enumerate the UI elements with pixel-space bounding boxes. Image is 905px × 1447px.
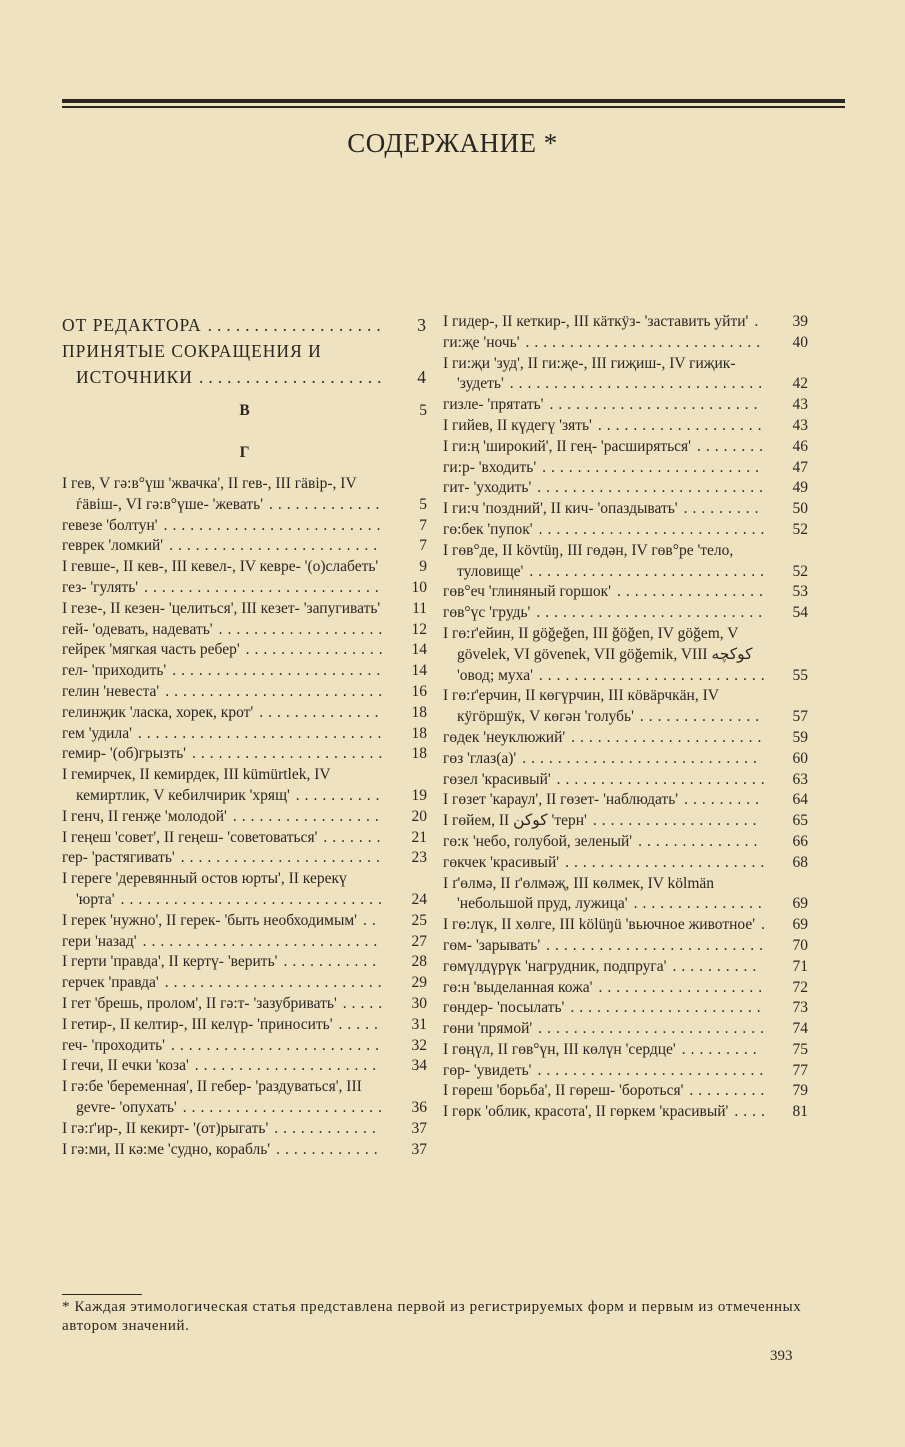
- toc-entry[interactable]: [62, 1056, 427, 1077]
- footnote-divider: [62, 1294, 142, 1295]
- toc-entry[interactable]: [443, 312, 808, 333]
- toc-entry[interactable]: [443, 1019, 808, 1040]
- page-number: 69: [792, 916, 808, 934]
- dot-leader: ............................: [137, 724, 387, 742]
- page-number: 28: [411, 953, 427, 971]
- dot-leader: ..............................: [120, 890, 387, 908]
- toc-entry-title: I гет 'брешь, пролом', II гə:т- 'зазубривать': [62, 994, 337, 1012]
- toc-entry[interactable]: [62, 1077, 427, 1119]
- toc-entry-title: I геңеш 'совет', II геңеш- 'советоваться': [62, 828, 318, 846]
- toc-right-column: [443, 312, 808, 1123]
- dot-leader: ....: [734, 1103, 770, 1121]
- dot-leader: .........: [689, 1082, 770, 1100]
- page-number: 57: [792, 708, 808, 726]
- toc-entry[interactable]: [443, 978, 808, 999]
- dot-leader: ..........: [672, 957, 762, 975]
- page-number: 18: [411, 703, 427, 721]
- dot-leader: ..........: [295, 786, 385, 804]
- page-number: 63: [792, 770, 808, 788]
- toc-entry-title: гөв°еч 'глиняный горшок': [443, 583, 611, 601]
- dot-leader: ...................: [207, 315, 386, 335]
- page-number: 14: [411, 662, 427, 680]
- toc-entry[interactable]: [443, 790, 808, 811]
- toc-entry-title: I гевше-, II кев-, III кевел-, IV кевре- '(о)слабеть': [62, 558, 379, 576]
- toc-entry[interactable]: [62, 682, 427, 703]
- toc-entry-title: гөкчек 'красивый': [443, 853, 560, 871]
- page-number: 52: [792, 520, 808, 538]
- dot-leader: .: [761, 916, 770, 934]
- dot-leader: ..........................: [538, 666, 770, 684]
- toc-entry[interactable]: [62, 620, 427, 641]
- page-number: 40: [792, 333, 808, 351]
- toc-entry[interactable]: [62, 312, 427, 338]
- toc-entry[interactable]: [443, 1061, 808, 1082]
- page-number: 47: [792, 458, 808, 476]
- dot-leader: .....: [342, 994, 388, 1012]
- section-letter: В: [239, 402, 250, 419]
- toc-entry-title: гөндер- 'посылать': [443, 999, 565, 1017]
- toc-entry[interactable]: [443, 770, 808, 791]
- top-double-rule-thin: [62, 106, 845, 108]
- page-number: 16: [411, 682, 427, 700]
- dot-leader: ........................: [170, 1036, 384, 1054]
- toc-entry-title-wrap: [62, 911, 397, 932]
- dot-leader: ...................: [597, 416, 767, 434]
- toc-entry-title: I гө:ґ'ейин, II göğeğen, III ğöğen, IV göğem, V gövelek, VI gövenek, VII göğemik, VIII كوكچه 'овод; муха': [443, 624, 753, 684]
- toc-entry[interactable]: [443, 520, 808, 541]
- toc-entry[interactable]: [62, 661, 427, 682]
- dot-leader: ..........................: [537, 479, 769, 497]
- toc-entry-title: гөмүлдүрүк 'нагрудник, подпруга': [443, 957, 667, 975]
- toc-entry-title: I ґ'өлмə, II ґ'өлмəҗ, III көлмек, IV kölmän 'небольшой пруд, лужица': [443, 874, 715, 913]
- toc-entry-title: I гөңүл, II гөв°үн, III көлүн 'сердце': [443, 1040, 676, 1058]
- toc-entry[interactable]: [62, 578, 427, 599]
- page-number: 12: [411, 620, 427, 638]
- toc-entry-title: I гөв°де, II kövtüŋ, III гөдəн, IV гөв°ре 'тело, туловище': [443, 541, 734, 580]
- toc-entry[interactable]: [443, 333, 808, 354]
- toc-entry-title: ОТ РЕДАКТОРА: [62, 315, 202, 335]
- toc-entry-title: гөр- 'увидеть': [443, 1061, 532, 1079]
- page-number: 71: [792, 957, 808, 975]
- toc-entry-title: I гемирчек, II кемирдек, III kümürtlek, IV кемиртлик, V кебилчирик 'хрящ': [62, 766, 331, 804]
- toc-entry-list: [62, 474, 427, 1160]
- page-number: 68: [792, 853, 808, 871]
- toc-entry-title: гизле- 'прятать': [443, 396, 544, 414]
- toc-entry-title: гери 'назад': [62, 932, 137, 950]
- page-number: 19: [411, 786, 427, 804]
- toc-entry-title: I гə:бе 'беременная', II гебер- 'раздуваться', III gevre- 'опухать': [62, 1078, 362, 1116]
- page-number: 29: [411, 974, 427, 992]
- toc-entry-title-wrap: [443, 915, 778, 936]
- page-number: 43: [792, 416, 808, 434]
- toc-entry-title: I гə:ґ'ир-, II кекирт- '(от)рыгать': [62, 1119, 269, 1137]
- dot-leader: .........: [684, 791, 764, 809]
- page-number: 77: [792, 1061, 808, 1079]
- page-title: СОДЕРЖАНИЕ *: [347, 128, 558, 158]
- toc-entry[interactable]: [62, 599, 427, 620]
- dot-leader: .........: [681, 1040, 762, 1058]
- toc-entry-title: ги:р- 'входить': [443, 458, 537, 476]
- toc-entry-title: I гөреш 'борьба', II гөреш- 'бороться': [443, 1082, 684, 1100]
- page-number: 27: [411, 932, 427, 950]
- dot-leader: ..............: [639, 708, 765, 726]
- toc-entry-title: гө:к 'небо, голубой, зеленый': [443, 832, 633, 850]
- toc-entry-title: I ги:җи 'зуд', II ги:җе-, III гиҗиш-, IV гиҗик- 'зудеть': [443, 354, 736, 393]
- dot-leader: ..........................: [538, 1020, 769, 1038]
- toc-left-column: [62, 312, 427, 1160]
- dot-leader: ...................: [218, 620, 388, 638]
- dot-leader: ..........................: [536, 604, 768, 622]
- toc-entry-title: I гөйем, II كوكن 'терн': [443, 812, 587, 830]
- toc-entry-title: I генч, II генҗе 'молодой': [62, 807, 227, 825]
- toc-entry-title: I гидер-, II кеткир-, III кäткӱз- 'заставить уйти': [443, 313, 749, 330]
- toc-entry[interactable]: [443, 437, 808, 458]
- dot-leader: ................: [245, 641, 388, 659]
- dot-leader: .........................: [164, 974, 387, 992]
- toc-entry-title: гөз 'глаз(а)': [443, 749, 517, 767]
- page-number: 52: [792, 562, 808, 580]
- page-number: 49: [792, 479, 808, 497]
- page-number: 72: [792, 978, 808, 996]
- page-number: 42: [792, 375, 808, 393]
- toc-entry-title-wrap: [443, 1102, 778, 1123]
- page-number: 81: [792, 1103, 808, 1121]
- toc-entry-title-wrap: [443, 312, 778, 333]
- toc-entry[interactable]: [62, 848, 427, 869]
- toc-entry-title: ги:җе 'ночь': [443, 333, 520, 351]
- toc-entry-title: I гев, V гə:в°үш 'жвачка', II гев-, III гäвiр-, IV ѓäвiш-, VI гə:в°үше- 'жевать': [62, 475, 357, 513]
- toc-entry[interactable]: [443, 686, 808, 728]
- page-number: 24: [411, 890, 427, 908]
- dot-leader: ...........................: [525, 333, 766, 351]
- page-number: 3: [417, 315, 427, 335]
- dot-leader: ...........................: [529, 562, 769, 580]
- toc-entry[interactable]: [62, 703, 427, 724]
- toc-entry[interactable]: [443, 478, 808, 499]
- page-number: 36: [411, 1098, 427, 1116]
- page-number: 5: [419, 495, 427, 513]
- page-number: 23: [411, 849, 427, 867]
- page-number: 10: [411, 578, 427, 596]
- toc-entry[interactable]: [443, 874, 808, 916]
- dot-leader: ..........................: [537, 1061, 769, 1079]
- toc-entry[interactable]: [443, 499, 808, 520]
- page-number: 50: [792, 500, 808, 518]
- toc-entry-title-wrap: [62, 557, 397, 578]
- toc-entry-list: [443, 312, 808, 1123]
- toc-entry[interactable]: [443, 749, 808, 770]
- dot-leader: ........................: [549, 396, 763, 414]
- dot-leader: .....: [338, 1015, 383, 1033]
- page-number: 30: [411, 994, 427, 1012]
- page-number: 7: [419, 516, 427, 534]
- toc-entry-title: гөв°үс 'грудь': [443, 604, 531, 622]
- toc-entry[interactable]: [443, 624, 808, 686]
- dot-leader: ..............: [638, 832, 763, 850]
- dot-leader: ........: [696, 437, 768, 455]
- dot-leader: .........................: [163, 516, 386, 534]
- page-number: 43: [792, 396, 808, 414]
- page-number: 75: [792, 1040, 808, 1058]
- page-number: 18: [411, 745, 427, 763]
- toc-entry-title: I гө:лүк, II хөлге, III kölüŋü 'вьючное животное': [443, 916, 756, 934]
- page-number: 37: [411, 1140, 427, 1158]
- toc-entry[interactable]: [62, 911, 427, 932]
- page-number: 9: [419, 558, 427, 576]
- toc-entry-title: геврек 'ломкий': [62, 537, 164, 555]
- toc-entry[interactable]: [62, 869, 427, 911]
- top-double-rule-thick: [62, 99, 845, 103]
- page-number: 53: [792, 583, 808, 601]
- toc-entry-title: I ги:ң 'широкий', II гең- 'расширяться': [443, 437, 691, 455]
- toc-entry[interactable]: [443, 811, 808, 832]
- toc-entry-title: I гийев, II күдегү 'зять': [443, 416, 592, 434]
- toc-entry[interactable]: [62, 994, 427, 1015]
- toc-entry-title: гелин 'невеста': [62, 682, 160, 700]
- dot-leader: .........................: [542, 458, 765, 476]
- toc-entry-title: гө:бек 'пупок': [443, 520, 533, 538]
- toc-entry[interactable]: [443, 603, 808, 624]
- page-number: 69: [792, 895, 808, 913]
- toc-entry-title: гер- 'растягивать': [62, 849, 175, 867]
- toc-entry-title: гейрек 'мягкая часть ребер': [62, 641, 240, 659]
- page-number: 74: [792, 1020, 808, 1038]
- toc-entry-title: гел- 'приходить': [62, 662, 167, 680]
- toc-entry[interactable]: [62, 1015, 427, 1036]
- page-number: 54: [792, 604, 808, 622]
- page-number: 5: [419, 402, 427, 419]
- page-number: 18: [411, 724, 427, 742]
- toc-entry[interactable]: [62, 952, 427, 973]
- toc-entry[interactable]: [443, 541, 808, 583]
- dot-leader: .......................: [180, 849, 385, 867]
- toc-entry[interactable]: [62, 557, 427, 578]
- dot-leader: .........................: [165, 682, 388, 700]
- page-number: 37: [411, 1119, 427, 1137]
- toc-entry-title-wrap: [62, 599, 397, 620]
- toc-entry[interactable]: [443, 936, 808, 957]
- toc-entry-title: гөзел 'красивый': [443, 770, 551, 788]
- toc-entry-title: герчек 'правда': [62, 974, 159, 992]
- dot-leader: .................: [616, 583, 768, 601]
- toc-entry[interactable]: [443, 582, 808, 603]
- dot-leader: ...........: [283, 953, 382, 971]
- toc-entry[interactable]: [443, 1102, 808, 1123]
- dot-leader: ......................: [191, 745, 388, 763]
- page-number: 14: [411, 641, 427, 659]
- page-number: 11: [412, 599, 427, 617]
- toc-entry-title: I гө:ґ'ерчин, II көгүрчин, III кöвäрчкäн, IV кӱгöршӱк, V көгəн 'голубь': [443, 687, 719, 726]
- toc-entry[interactable]: [443, 853, 808, 874]
- dot-leader: ...........................: [522, 749, 762, 767]
- toc-entry[interactable]: [443, 957, 808, 978]
- toc-entry[interactable]: [62, 640, 427, 661]
- dot-leader: ....................: [198, 367, 387, 387]
- dot-leader: .......: [323, 828, 386, 846]
- page-number: 46: [792, 437, 808, 455]
- page-number: 70: [792, 936, 808, 954]
- dot-leader: ...........................: [144, 578, 384, 596]
- section-heading-v[interactable]: [62, 390, 427, 432]
- toc-entry[interactable]: [443, 458, 808, 479]
- dot-leader: .............................: [509, 375, 768, 393]
- dot-leader: .............: [269, 495, 385, 513]
- toc-entry-title: гем 'удила': [62, 724, 132, 742]
- toc-entry[interactable]: [62, 744, 427, 765]
- toc-entry-title: I гөзет 'караул', II гөзет- 'наблюдать': [443, 791, 679, 809]
- page-number: 34: [411, 1057, 427, 1075]
- page-number: 31: [411, 1015, 427, 1033]
- toc-entry-title: гит- 'уходить': [443, 479, 532, 497]
- dot-leader: ......................: [570, 999, 766, 1017]
- toc-entry[interactable]: [62, 1119, 427, 1140]
- page-number: 66: [792, 832, 808, 850]
- toc-entry-title: гөдек 'неуклюжий': [443, 728, 566, 746]
- page-number: 65: [792, 812, 808, 830]
- dot-leader: ......................: [571, 728, 767, 746]
- page-number: 59: [792, 728, 808, 746]
- toc-entry[interactable]: [443, 1040, 808, 1061]
- page-number: 32: [411, 1036, 427, 1054]
- toc-entry[interactable]: [443, 915, 808, 936]
- toc-entry[interactable]: [443, 395, 808, 416]
- toc-entry-title: гей- 'одевать, надевать': [62, 620, 213, 638]
- dot-leader: ...........................: [142, 932, 383, 950]
- toc-entry[interactable]: [443, 998, 808, 1019]
- toc-entry[interactable]: [62, 932, 427, 953]
- toc-entry-title: I гөрк 'облик, красота', II гөркем 'красивый': [443, 1103, 729, 1121]
- page-number: 25: [411, 911, 427, 929]
- dot-leader: .......................: [182, 1098, 387, 1116]
- toc-entry-title: I гетир-, II келтир-, III келүр- 'приносить': [62, 1015, 333, 1033]
- dot-leader: ............: [274, 1119, 381, 1137]
- page-number: 79: [792, 1082, 808, 1100]
- dot-leader: .: [754, 313, 764, 330]
- toc-entry[interactable]: [443, 728, 808, 749]
- toc-entry[interactable]: [62, 724, 427, 745]
- toc-entry-title: I гечи, II ечки 'коза': [62, 1057, 189, 1075]
- toc-entry[interactable]: [62, 536, 427, 557]
- front-matter-list: [62, 312, 427, 390]
- toc-entry[interactable]: [62, 828, 427, 849]
- toc-entry[interactable]: [62, 765, 427, 807]
- toc-entry[interactable]: [62, 1036, 427, 1057]
- toc-entry-title: I ги:ч 'поздний', II кич- 'опаздывать': [443, 500, 678, 518]
- dot-leader: ...............: [633, 895, 767, 913]
- page-number: 39: [792, 313, 808, 330]
- toc-entry-title: гез- 'гулять': [62, 578, 139, 596]
- toc-entry[interactable]: [62, 1140, 427, 1161]
- toc-entry-title: I герти 'правда', II кертү- 'верить': [62, 953, 278, 971]
- toc-entry-title: гемир- '(об)грызть': [62, 745, 186, 763]
- page-number: 73: [792, 999, 808, 1017]
- dot-leader: ........................: [556, 770, 770, 788]
- dot-leader: .........................: [546, 936, 769, 954]
- toc-entry[interactable]: [62, 338, 427, 390]
- page-number: 55: [792, 666, 808, 684]
- page-number-footer: 393: [770, 1348, 793, 1364]
- dot-leader: .................: [232, 807, 384, 825]
- page-number: 64: [792, 791, 808, 809]
- toc-entry-title: гөни 'прямой': [443, 1020, 533, 1038]
- dot-leader: ............: [276, 1140, 383, 1158]
- dot-leader: ........................: [172, 662, 386, 680]
- toc-entry[interactable]: [62, 516, 427, 537]
- dot-leader: ........................: [169, 537, 383, 555]
- page-number: 20: [411, 807, 427, 825]
- footnote: * Каждая этимологическая статья представлена первой из регистрируемых форм и первым из отмеченных автором значений.: [62, 1299, 802, 1334]
- toc-entry[interactable]: [62, 807, 427, 828]
- dot-leader: .....................: [194, 1057, 382, 1075]
- toc-entry-title: I гезе-, II кезен- 'целиться', III кезет- 'запугивать': [62, 599, 381, 617]
- dot-leader: ..........................: [538, 520, 770, 538]
- toc-entry-title: гө:н 'выделанная кожа': [443, 978, 593, 996]
- page-number: 60: [792, 749, 808, 767]
- toc-entry-title: гевезе 'болтун': [62, 516, 158, 534]
- dot-leader: ...................: [598, 978, 768, 996]
- section-heading-g: [62, 432, 427, 474]
- toc-entry[interactable]: [62, 973, 427, 994]
- page-number: 21: [411, 828, 427, 846]
- dot-leader: ...................: [592, 812, 762, 830]
- dot-leader: .........: [683, 500, 764, 518]
- toc-entry[interactable]: [443, 354, 808, 396]
- dot-leader: ..: [362, 911, 381, 929]
- dot-leader: .......................: [565, 853, 770, 871]
- page-number: 4: [417, 367, 427, 387]
- section-letter: Г: [239, 444, 250, 461]
- toc-entry[interactable]: [443, 416, 808, 437]
- toc-entry-title: гелинҗик 'ласка, хорек, крот': [62, 703, 254, 721]
- toc-entry-title: геч- 'проходить': [62, 1036, 165, 1054]
- toc-entry[interactable]: [443, 832, 808, 853]
- toc-entry[interactable]: [443, 1081, 808, 1102]
- toc-entry-title: I гə:ми, II кə:ме 'судно, корабль': [62, 1140, 271, 1158]
- toc-entry[interactable]: [62, 474, 427, 516]
- toc-entry-title: I герек 'нужно', II герек- 'быть необходимым': [62, 911, 357, 929]
- toc-entry-title: I гереге 'деревянный остов юрты', II керекү 'юрта': [62, 870, 347, 908]
- toc-entry-title: ПРИНЯТЫЕ СОКРАЩЕНИЯ И ИСТОЧНИКИ: [62, 341, 322, 387]
- page-number: 7: [419, 537, 427, 555]
- dot-leader: ..............: [259, 703, 384, 721]
- toc-entry-title: гөм- 'зарывать': [443, 936, 541, 954]
